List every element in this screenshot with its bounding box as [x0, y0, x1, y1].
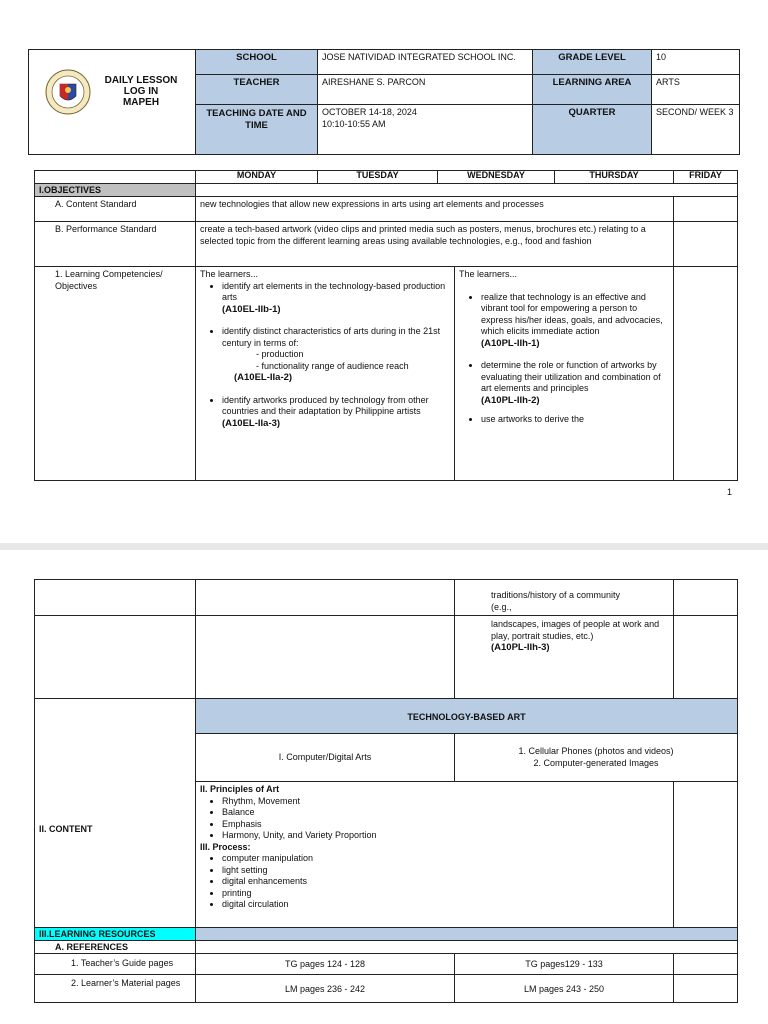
process-item-3: • digital enhancements	[222, 876, 669, 888]
competency-5: • determine the role or function of artworks by evaluating their utilization and combination of art elements and principles (A10PL-IIh-2)	[481, 360, 669, 406]
competency-2: • identify distinct characteristics of arts during in the 21st century in terms of:	[222, 326, 450, 349]
performance-standard-friday	[673, 221, 738, 267]
teaching-date-value: OCTOBER 14-18, 2024 10:10-10:55 AM	[317, 104, 533, 155]
competencies-left-intro: The learners...	[200, 269, 259, 279]
content-standard-text: new technologies that allow new expressions in arts using art elements and processes	[195, 196, 674, 222]
process-item-5: • digital circulation	[222, 899, 669, 911]
competency-2-sub-2: - functionality range of audience reach	[256, 361, 450, 373]
cont-row2-left	[195, 615, 455, 699]
school-value: JOSE NATIVIDAD INTEGRATED SCHOOL INC.	[317, 49, 533, 75]
teaching-date-label: TEACHING DATE AND TIME	[195, 104, 318, 155]
principles-and-process	[195, 781, 674, 932]
teacher-value: AIRESHANE S. PARCON	[317, 74, 533, 105]
content-standard-label: A. Content Standard	[34, 196, 196, 222]
teachers-guide-left: TG pages 124 - 128	[195, 953, 455, 975]
performance-standard-label: B. Performance Standard	[34, 221, 196, 267]
principles-friday	[673, 781, 738, 932]
cont-row1-left	[195, 579, 455, 616]
cont-row1-friday	[673, 579, 738, 616]
performance-standard-text: create a tech-based artwork (video clips and printed media such as posters, menus, brochures etc.) relating to a selected topic from the different learning areas using available technologies, e.g., food and fashion	[195, 221, 674, 267]
process-item-1: • computer manipulation	[222, 853, 669, 865]
day-monday: MONDAY	[195, 170, 318, 184]
competency-3: • identify artworks produced by technology from other countries and their adaptation by Philippine artists (A10EL-IIa-3)	[222, 395, 450, 430]
learning-area-label: LEARNING AREA	[532, 74, 652, 105]
teachers-guide-friday	[673, 953, 738, 975]
process-list	[200, 853, 669, 911]
teachers-guide-right: TG pages129 - 133	[454, 953, 674, 975]
page-number: 1	[726, 487, 732, 497]
learning-resources-label: III.LEARNING RESOURCES	[34, 927, 196, 941]
day-friday: FRIDAY	[673, 170, 738, 184]
competencies-friday	[673, 266, 738, 481]
page-two	[0, 550, 768, 1024]
content-standard-friday	[673, 196, 738, 222]
competencies-right-intro: The learners...	[459, 269, 518, 279]
phones-and-images: 1. Cellular Phones (photos and videos) 2. Computer-generated Images	[454, 733, 738, 782]
content-label: II. CONTENT	[34, 698, 196, 932]
teacher-label: TEACHER	[195, 74, 318, 105]
competency-2-sub-1: - production	[256, 349, 450, 361]
deped-seal-icon	[45, 69, 91, 115]
principle-item-1: • Rhythm, Movement	[222, 796, 669, 808]
teachers-guide-label: 1. Teacher’s Guide pages	[34, 953, 196, 975]
objectives-label: I.OBJECTIVES	[34, 183, 196, 197]
cont-row1-label	[34, 579, 196, 616]
competency-4: • realize that technology is an effective and vibrant tool for empowering a person to express his/her ideas, goals, and advocacies, which elicits immediate action (A10PL-IIh-1)	[481, 292, 669, 350]
references-label: A. REFERENCES	[34, 940, 196, 954]
principle-item-4: • Harmony, Unity, and Variety Proportion	[222, 830, 669, 842]
process-item-2: • light setting	[222, 865, 669, 877]
learners-material-right: LM pages 243 - 250	[454, 974, 674, 1003]
cont-row2-right: landscapes, images of people at work and play, portrait studies, etc.) (A10PL-IIh-3)	[454, 615, 674, 699]
day-thursday: THURSDAY	[554, 170, 674, 184]
grade-level-label: GRADE LEVEL	[532, 49, 652, 75]
principles-title: II. Principles of Art	[200, 784, 280, 794]
principle-item-2: • Balance	[222, 807, 669, 819]
cont-row1-right: traditions/history of a community (e.g.,	[454, 579, 674, 616]
competencies-right	[454, 266, 674, 481]
day-tuesday: TUESDAY	[317, 170, 438, 184]
competency-6: • use artworks to derive the	[481, 414, 669, 426]
computer-digital-arts: I. Computer/Digital Arts	[195, 733, 455, 782]
competency-1: • identify art elements in the technology-based production arts (A10EL-IIb-1)	[222, 281, 450, 316]
learners-material-label: 2. Learner’s Material pages	[34, 974, 196, 1003]
cont-row2-friday	[673, 615, 738, 699]
learners-material-left: LM pages 236 - 242	[195, 974, 455, 1003]
principles-list	[200, 796, 669, 842]
header-title-block	[28, 49, 196, 155]
process-item-4: • printing	[222, 888, 669, 900]
quarter-value: SECOND/ WEEK 3	[651, 104, 740, 155]
references-row-blank	[195, 940, 738, 954]
quarter-label: QUARTER	[532, 104, 652, 155]
school-label: SCHOOL	[195, 49, 318, 75]
grade-level-value: 10	[651, 49, 740, 75]
day-wednesday: WEDNESDAY	[437, 170, 555, 184]
principle-item-3: • Emphasis	[222, 819, 669, 831]
objectives-row-blank	[195, 183, 738, 197]
technology-based-art-title: TECHNOLOGY-BASED ART	[195, 698, 738, 734]
lesson-log-title: DAILY LESSON LOG IN MAPEH	[104, 75, 178, 108]
competency-2-code: (A10EL-IIa-2)	[234, 372, 293, 383]
competencies-left	[195, 266, 455, 481]
process-title: III. Process:	[200, 841, 251, 852]
cont-row2-label	[34, 615, 196, 699]
learning-area-value: ARTS	[651, 74, 740, 105]
days-row-blank	[34, 170, 196, 184]
learning-resources-bar	[195, 927, 738, 941]
competencies-label: 1. Learning Competencies/ Objectives	[34, 266, 196, 481]
learners-material-friday	[673, 974, 738, 1003]
